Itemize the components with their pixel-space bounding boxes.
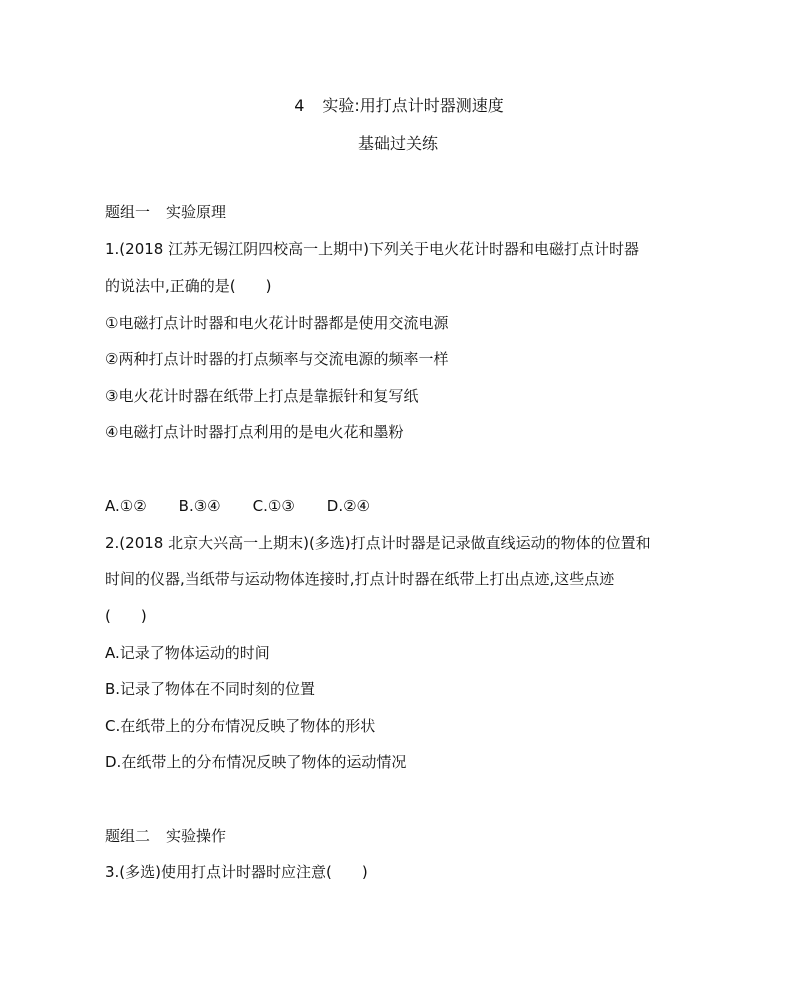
group-heading-1: [105, 202, 226, 222]
section-title-text: 实验:用打点计时器测速度: [322, 96, 504, 115]
question-1-statement: ③电火花计时器在纸带上打点是靠振针和复写纸: [105, 387, 419, 405]
option-a: A.①②: [105, 497, 147, 515]
question-1-statement: ④电磁打点计时器打点利用的是电火花和墨粉: [105, 423, 404, 441]
option-b: B.③④: [178, 497, 221, 515]
group-name: 实验原理: [166, 203, 227, 221]
group-label: 题组二: [105, 827, 151, 845]
question-2-stem-line-1: 2.(2018 北京大兴高一上期末)(多选)打点计时器是记录做直线运动的物体的位置和: [105, 534, 651, 552]
question-2-option-c: C.在纸带上的分布情况反映了物体的形状: [105, 717, 376, 735]
question-3-stem-line-1: 3.(多选)使用打点计时器时应注意( ): [105, 863, 368, 881]
question-2-option-b: B.记录了物体在不同时刻的位置: [105, 680, 316, 698]
option-c: C.①③: [252, 497, 295, 515]
option-d: D.②④: [326, 497, 370, 515]
question-2-stem-line-2: 时间的仪器,当纸带与运动物体连接时,打点计时器在纸带上打出点迹,这些点迹: [105, 570, 615, 588]
question-2-option-d: D.在纸带上的分布情况反映了物体的运动情况: [105, 753, 407, 771]
question-1-statement: ①电磁打点计时器和电火花计时器都是使用交流电源: [105, 314, 449, 332]
section-subtitle: 基础过关练: [357, 134, 438, 153]
question-2-stem-line-3: ( ): [105, 607, 147, 625]
question-1-statement: ②两种打点计时器的打点频率与交流电源的频率一样: [105, 350, 449, 368]
group-heading-2: [105, 826, 226, 846]
group-name: 实验操作: [166, 827, 227, 845]
question-1-stem-line-2: 的说法中,正确的是( ): [105, 277, 272, 295]
question-1-options: [105, 496, 370, 516]
section-title: [0, 93, 794, 116]
question-1-stem-line-1: 1.(2018 江苏无锡江阴四校高一上期中)下列关于电火花计时器和电磁打点计时器: [105, 240, 639, 258]
group-label: 题组一: [105, 203, 151, 221]
section-number: 4: [294, 96, 305, 115]
question-2-option-a: A.记录了物体运动的时间: [105, 644, 270, 662]
